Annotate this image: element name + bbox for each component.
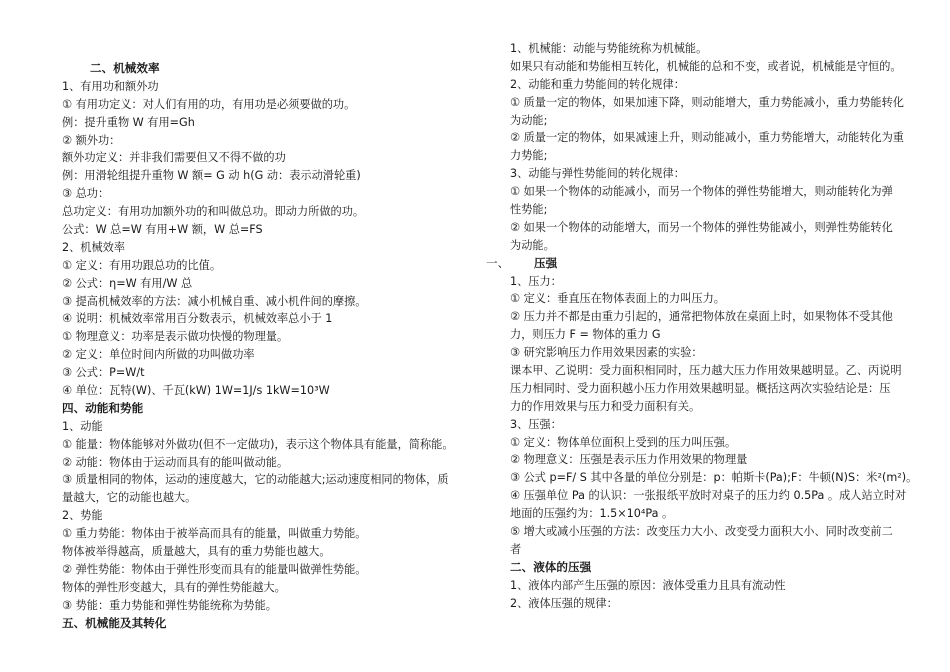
text-line: 公式：W 总=W 有用+W 额，W 总=FS xyxy=(62,223,263,237)
text-line: ② 压力并不都是由重力引起的，通常把物体放在桌面上时，如果物体不受其他 xyxy=(510,310,893,324)
text-line: ③ 研究影响压力作用效果因素的实验： xyxy=(510,346,703,360)
text-line: 2、机械效率 xyxy=(62,240,126,254)
text-line: 课本甲、乙说明：受力面积相同时，压力越大压力作用效果越明显。乙、丙说明 xyxy=(510,364,902,378)
text-line: 如果只有动能和势能相互转化，机械能的总和不变，或者说，机械能是守恒的。 xyxy=(510,59,902,73)
text-line: 1、液体内部产生压强的原因：液体受重力且具有流动性 xyxy=(510,578,786,592)
text-line: ② 动能：物体由于运动而具有的能叫做动能。 xyxy=(62,455,289,469)
text-line: ③ 势能：重力势能和弹性势能统称为势能。 xyxy=(62,598,277,612)
text-line: ③ 总功： xyxy=(62,187,110,201)
text-line: 2、动能和重力势能间的转化规律： xyxy=(510,77,685,91)
section-heading-text: 五、机械能及其转化 xyxy=(62,615,167,630)
text-line: 例：用滑轮组提升重物 W 额= G 动 h(G 动：表示动滑轮重) xyxy=(62,169,361,183)
text-line: 例：提升重物 W 有用=Gh xyxy=(62,115,195,129)
text-line: ④ 说明：机械效率常用百分数表示，机械效率总小于 1 xyxy=(62,312,333,326)
text-line: ③ 提高机械效率的方法：减小机械自重、减小机件间的摩擦。 xyxy=(62,294,367,308)
text-line: ① 定义：物体单位面积上受到的压力叫压强。 xyxy=(510,435,737,449)
text-line: 性势能; xyxy=(510,203,548,217)
text-line: ③ 公式：P=W/t xyxy=(62,366,145,380)
text-line: 3、压强： xyxy=(510,417,562,431)
text-line: 量越大，它的动能也越大。 xyxy=(62,491,197,505)
text-line: ② 额外功： xyxy=(62,133,121,147)
text-line: ② 如果一个物体的动能增大，而另一个物体的弹性势能减小，则弹性势能转化 xyxy=(510,220,893,234)
text-line: 2、液体压强的规律： xyxy=(510,596,618,610)
section-heading xyxy=(62,60,472,78)
right-column xyxy=(486,40,920,613)
text-line: ① 重力势能：物体由于被举高而具有的能量，叫做重力势能。 xyxy=(62,527,367,541)
text-line: 1、有用功和额外功 xyxy=(62,79,159,93)
section-heading-text: 四、动能和势能 xyxy=(62,400,144,415)
text-line: 2、势能 xyxy=(62,509,103,523)
text-line: 地面的压强约为：1.5×10⁴Pa 。 xyxy=(510,507,674,521)
section-heading-text: 二、液体的压强 xyxy=(510,559,592,574)
text-line: ⑤ 增大或减小压强的方法：改变压力大小、改变受力面积大小、同时改变前二 xyxy=(510,525,893,539)
left-column xyxy=(62,60,472,633)
text-line: ① 定义：有用功跟总功的比值。 xyxy=(62,258,222,272)
text-line: 压力相同时、受力面积越小压力作用效果越明显。概括这两次实验结论是：压 xyxy=(510,381,891,395)
text-line: 为动能。 xyxy=(510,238,555,252)
section-heading xyxy=(486,255,920,273)
text-line: ④ 单位：瓦特(W)、千瓦(kW) 1W=1J/s 1kW=10³W xyxy=(62,384,330,398)
text-line: 物体被举得越高，质量越大，具有的重力势能也越大。 xyxy=(62,545,331,559)
text-line: 力的作用效果与压力和受力面积有关。 xyxy=(510,399,701,413)
text-line: 3、动能与弹性势能间的转化规律： xyxy=(510,167,685,181)
text-line: ② 质量一定的物体，如果减速上升，则动能减小，重力势能增大，动能转化为重 xyxy=(510,131,904,145)
text-line: 力，则压力 F = 物体的重力 G xyxy=(510,328,661,342)
text-line: ① 定义：垂直压在物体表面上的力叫压力。 xyxy=(510,292,725,306)
text-line: 力势能; xyxy=(510,149,548,163)
text-line: ② 弹性势能：物体由于弹性形变而具有的能量叫做弹性势能。 xyxy=(62,562,367,576)
text-line: ③ 公式 p=F/ S 其中各量的单位分别是：p：帕斯卡(Pa);F：牛顿(N)S：米²(m²)。 xyxy=(510,471,918,485)
section-heading xyxy=(62,400,472,418)
section-heading-text: 压强 xyxy=(534,255,558,270)
text-line: 1、动能 xyxy=(62,419,103,433)
text-line: ② 公式：η=W 有用/W 总 xyxy=(62,276,193,290)
section-number: 一、 xyxy=(486,255,510,270)
text-line: ① 能量：物体能够对外做功(但不一定做功)，表示这个物体具有能量，简称能。 xyxy=(62,437,454,451)
text-line: 者 xyxy=(510,542,522,556)
text-line: ④ 压强单位 Pa 的认识：一张报纸平放时对桌子的压力约 0.5Pa 。成人站立时对 xyxy=(510,489,907,503)
section-heading xyxy=(510,559,920,577)
text-line: ① 质量一定的物体，如果加速下降，则动能增大，重力势能减小，重力势能转化 xyxy=(510,95,904,109)
text-line: ① 如果一个物体的动能减小，而另一个物体的弹性势能增大，则动能转化为弹 xyxy=(510,185,893,199)
text-line: 额外功定义：并非我们需要但又不得不做的功 xyxy=(62,151,286,165)
section-heading-text: 二、机械效率 xyxy=(90,61,160,75)
text-line: 为动能; xyxy=(510,113,548,127)
text-line: 总功定义：有用功加额外功的和叫做总功。即动力所做的功。 xyxy=(62,205,365,219)
text-line: ② 定义：单位时间内所做的功叫做功率 xyxy=(62,348,255,362)
text-line: ① 有用功定义：对人们有用的功，有用功是必须要做的功。 xyxy=(62,97,356,111)
text-line: ③ 质量相同的物体，运动的速度越大，它的动能越大;运动速度相同的物体，质 xyxy=(62,473,449,487)
text-line: 1、压力： xyxy=(510,274,562,288)
text-line: 物体的弹性形变越大，具有的弹性势能越大。 xyxy=(62,580,286,594)
text-line: ① 物理意义：功率是表示做功快慢的物理量。 xyxy=(62,330,289,344)
section-heading xyxy=(62,615,472,633)
text-line: ② 物理意义：压强是表示压力作用效果的物理量 xyxy=(510,453,748,467)
text-line: 1、机械能：动能与势能统称为机械能。 xyxy=(510,42,708,55)
